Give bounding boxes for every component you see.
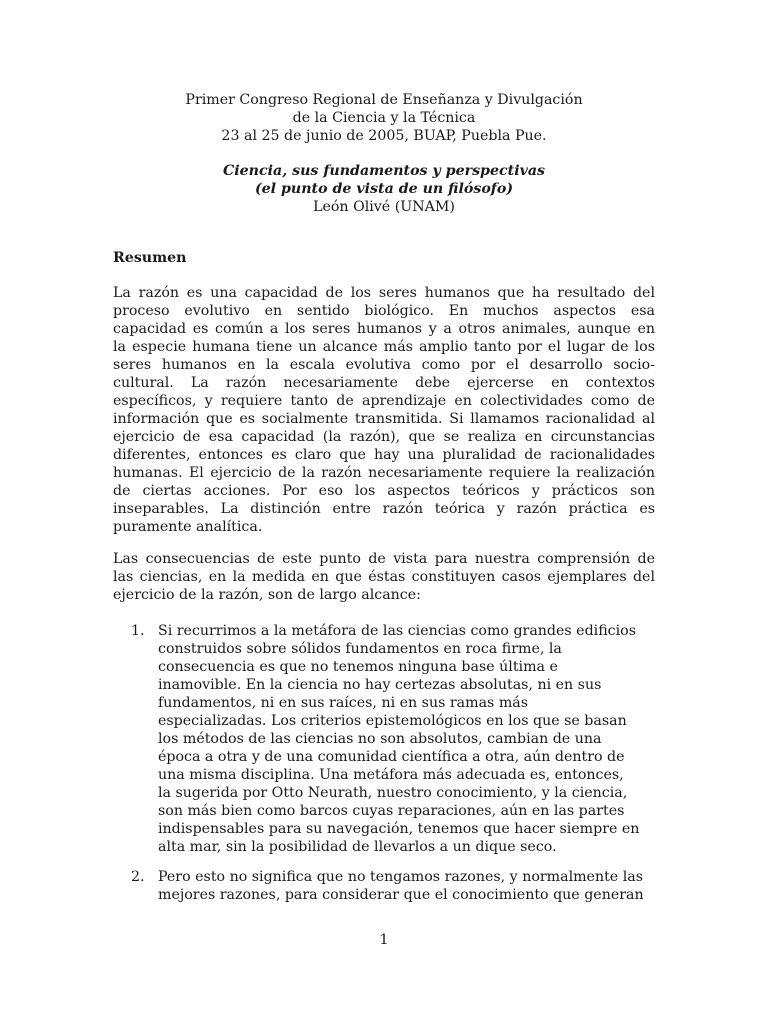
list-line: la sugerida por Otto Neurath, nuestro conocimiento, y la ciencia, [158,785,628,801]
list-line: Pero esto no significa que no tengamos razones, y normalmente las [158,869,643,885]
list-line: mejores razones, para considerar que el conocimiento que generan [158,887,644,903]
list-line: fundamentos, ni en sus raíces, ni en sus ramas más [158,695,529,711]
paragraph-line: específicos, y requiere tanto de aprendizaje en colectividades como de [113,393,655,409]
list-number: 2. [131,869,145,885]
paragraph-line: información que es socialmente transmitida. Si llamamos racionalidad al [113,411,655,427]
paragraph-line: cultural. La razón necesariamente debe ejercerse en contextos [113,375,655,391]
page-number: 1 [379,932,389,948]
paragraph-line: La razón es una capacidad de los seres humanos que ha resultado del [113,285,655,301]
paragraph-line: proceso evolutivo en sentido biológico. En muchos aspectos esa [113,303,655,319]
list-line: especializadas. Los criterios epistemológicos en los que se basan [158,713,627,729]
list-line: una misma disciplina. Una metáfora más adecuada es, entonces, [158,767,624,783]
title-line-2: (el punto de vista de un filósofo) [254,181,514,197]
list-line: inamovible. En la ciencia no hay certezas absolutas, ni en sus [158,677,602,693]
paragraph-line: ejercicio de la razón, son de largo alcance: [113,587,421,603]
list-line: construidos sobre sólidos fundamentos en roca firme, la [158,641,562,657]
header-line-2: de la Ciencia y la Técnica [292,110,476,126]
paragraph-1 [113,284,655,536]
list-line: son más bien como barcos cuyas reparaciones, aún en las partes [158,803,625,819]
paragraph-line: ejercicio de esa capacidad (la razón), que se realiza en circunstancias [113,429,655,445]
list-line: indispensables para su navegación, tenemos que hacer siempre en [158,821,640,837]
paragraph-line: diferentes, entonces es claro que hay una pluralidad de racionalidades [113,447,655,463]
author: León Olivé (UNAM) [313,199,455,215]
list-line: Si recurrimos a la metáfora de las ciencias como grandes edificios [158,623,636,639]
title-line-1: Ciencia, sus fundamentos y perspectivas [222,163,546,179]
section-heading: Resumen [113,250,187,266]
paragraph-line: Las consecuencias de este punto de vista para nuestra comprensión de [113,551,655,567]
list-item-body [158,868,655,904]
list-line: los métodos de las ciencias no son absolutos, cambian de una [158,731,602,747]
paragraph-line: capacidad es común a los seres humanos y a otros animales, aunque en [113,321,655,337]
header-line-3: 23 al 25 de junio de 2005, BUAP, Puebla Pue. [221,128,547,144]
list-item-body [158,622,655,856]
paragraph-line: inseparables. La distinción entre razón teórica y razón práctica es [113,501,655,517]
paragraph-line: puramente analítica. [113,519,263,535]
paragraph-line: humanas. El ejercicio de la razón necesariamente requiere la realización [113,465,655,481]
paragraph-line: seres humanos en la escala evolutiva como por el desarrollo socio- [113,357,655,373]
list-line: época a otra y de una comunidad científica a otra, aún dentro de [158,749,625,765]
header-line-1: Primer Congreso Regional de Enseñanza y Divulgación [185,92,583,108]
paragraph-line: la especie humana tiene un alcance más amplio tanto por el lugar de los [113,339,655,355]
paragraph-2 [113,550,655,604]
paragraph-line: las ciencias, en la medida en que éstas constituyen casos ejemplares del [113,569,655,585]
list-line: alta mar, sin la posibilidad de llevarlos a un dique seco. [158,839,557,855]
list-number: 1. [131,623,145,639]
list-line: consecuencia es que no tenemos ninguna base última e [158,659,558,675]
document-title [113,162,655,216]
conference-header [113,91,655,145]
paragraph-line: de ciertas acciones. Por eso los aspectos teóricos y prácticos son [113,483,655,499]
